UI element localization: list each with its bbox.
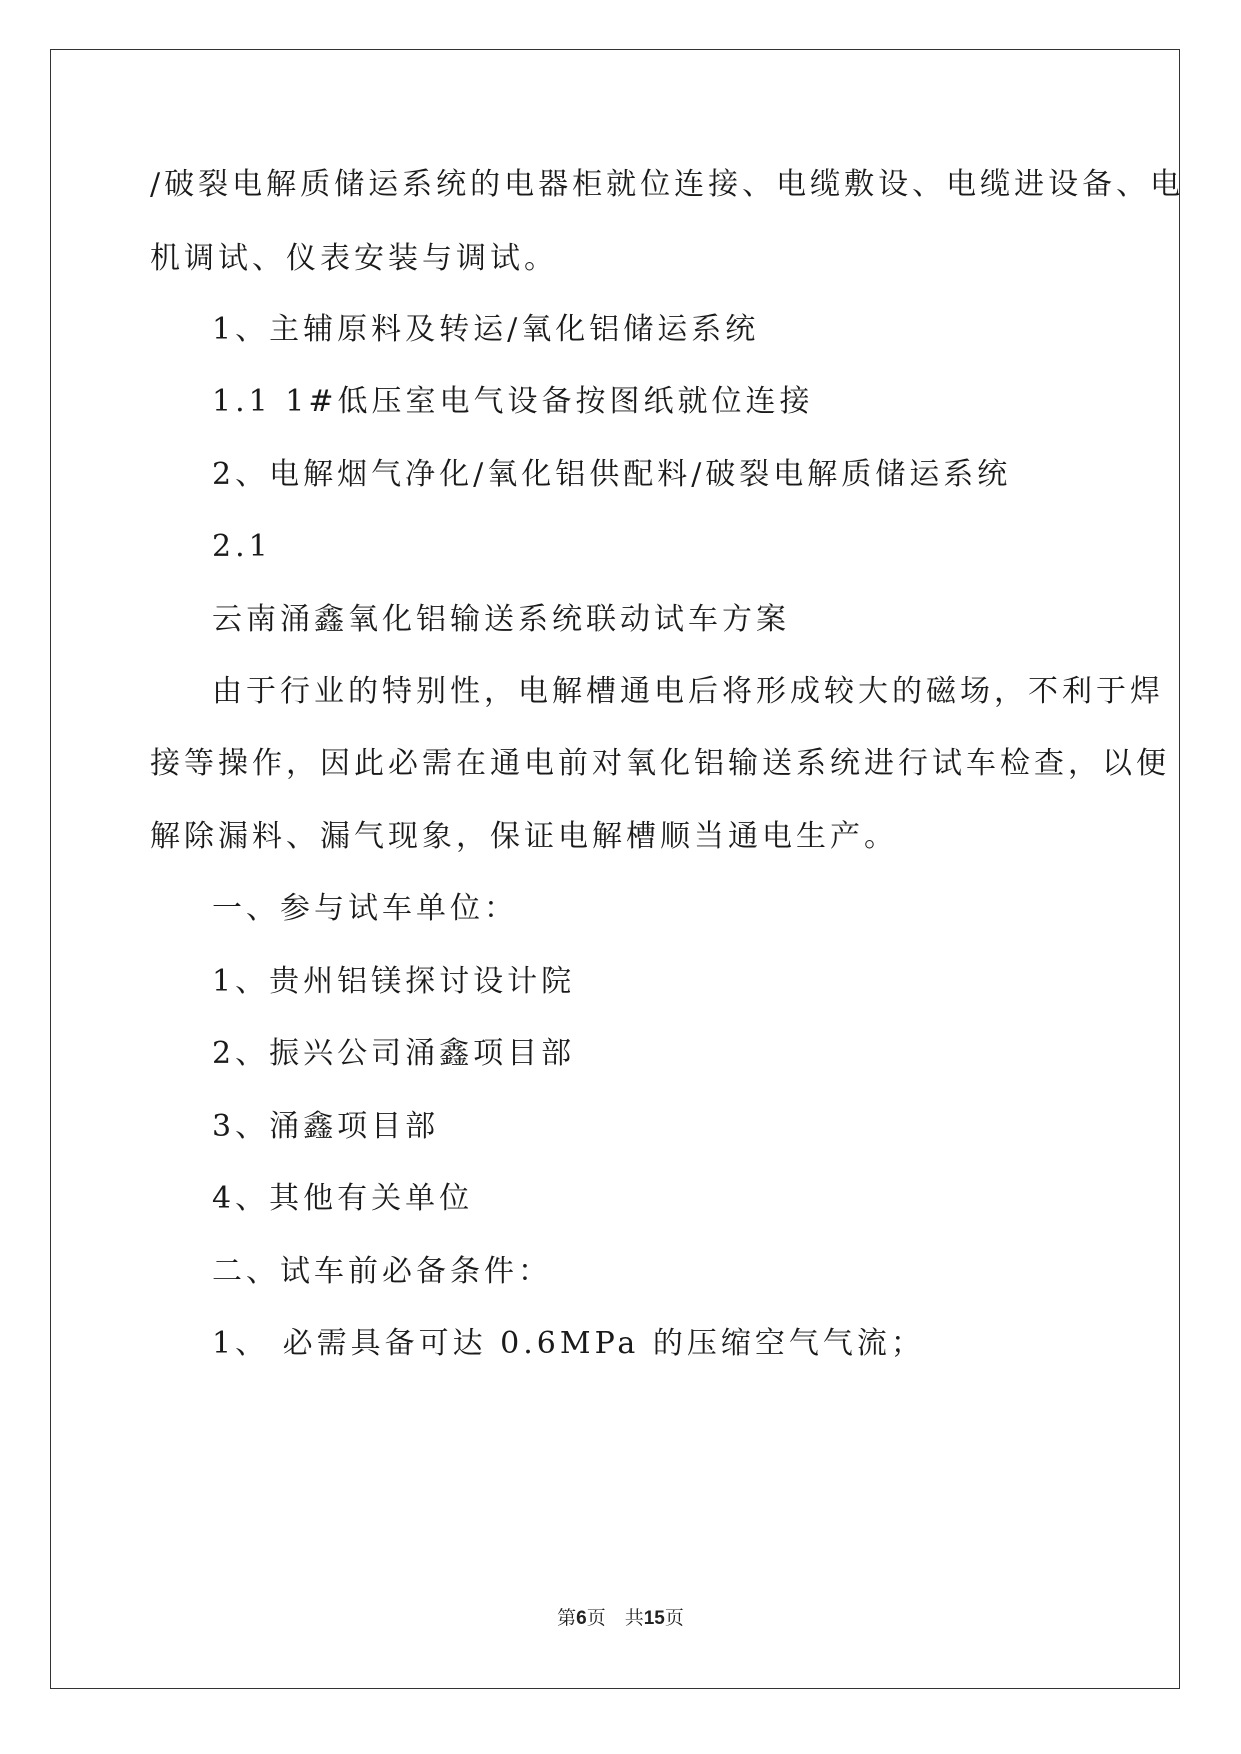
page-border	[50, 49, 1180, 1689]
document-title: 云南涌鑫氧化铝输送系统联动试车方案	[212, 602, 790, 637]
paragraph-line: 由于行业的特别性，电解槽通电后将形成较大的磁场，不利于焊	[212, 674, 1164, 709]
subsection-heading: 1.1 1#低压室电气设备按图纸就位连接	[212, 384, 814, 419]
list-item: 1、 必需具备可达 0.6MPa 的压缩空气气流；	[212, 1326, 925, 1361]
list-item: 4、其他有关单位	[212, 1181, 474, 1216]
paragraph-line: /破裂电解质储运系统的电器柜就位连接、电缆敷设、电缆进设备、电	[150, 167, 1185, 202]
paragraph-line: 接等操作，因此必需在通电前对氧化铝输送系统进行试车检查，以便	[150, 746, 1170, 781]
page-footer	[0, 1607, 1241, 1631]
page-label-mid: 页 共	[586, 1608, 644, 1629]
list-item: 1、贵州铝镁探讨设计院	[212, 964, 576, 999]
list-item: 2、振兴公司涌鑫项目部	[212, 1036, 576, 1071]
subsection-heading: 2.1	[212, 529, 272, 564]
section-heading: 一、参与试车单位：	[212, 891, 518, 926]
list-item: 3、涌鑫项目部	[212, 1109, 440, 1144]
page-current-number: 6	[576, 1608, 587, 1629]
paragraph-line: 机调试、仪表安装与调试。	[150, 241, 558, 276]
section-heading: 1、主辅原料及转运/氧化铝储运系统	[212, 312, 760, 347]
page-label-post: 页	[664, 1608, 684, 1629]
section-heading: 二、试车前必备条件：	[212, 1254, 552, 1289]
page-label-pre: 第	[557, 1608, 577, 1629]
paragraph-line: 解除漏料、漏气现象，保证电解槽顺当通电生产。	[150, 819, 898, 854]
section-heading: 2、电解烟气净化/氧化铝供配料/破裂电解质储运系统	[212, 457, 1012, 492]
page-total-number: 15	[643, 1608, 665, 1629]
